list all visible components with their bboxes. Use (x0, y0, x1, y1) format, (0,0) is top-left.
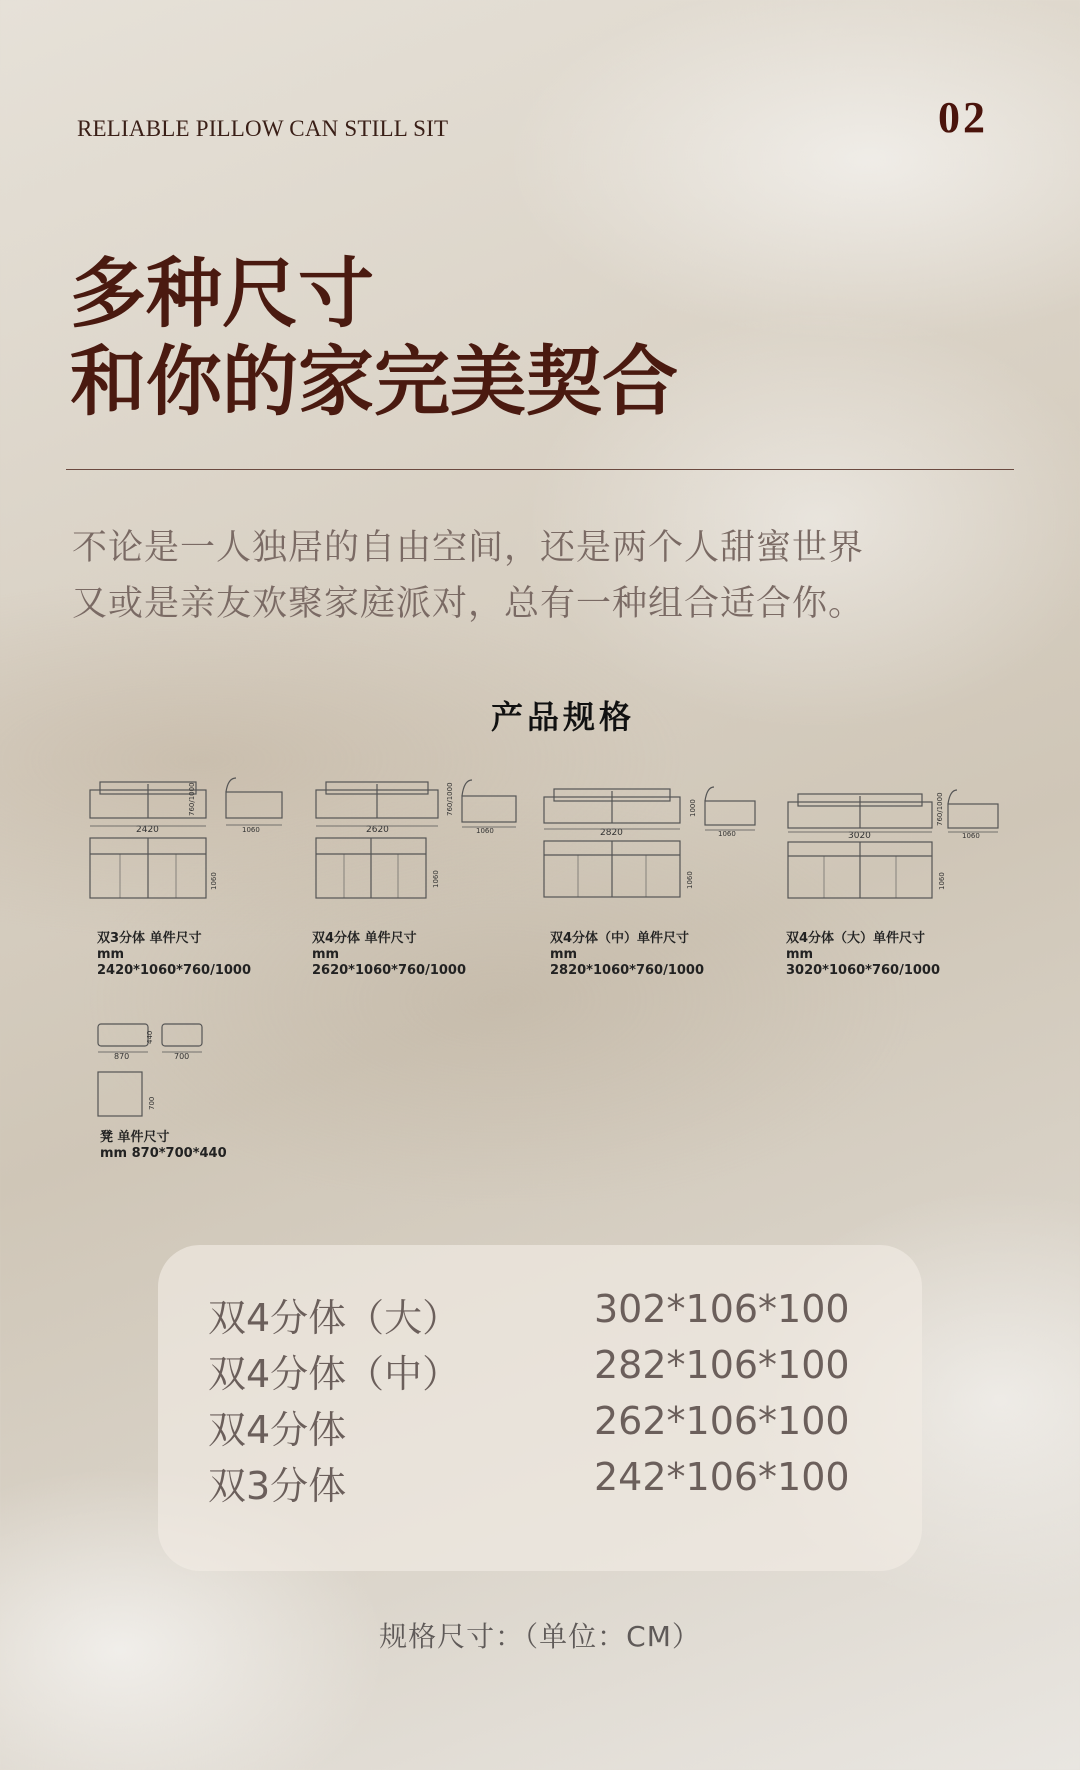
sofa-caption-3-seat (97, 931, 327, 979)
stool-width-label: 870 (114, 1052, 130, 1061)
caption-line-3: 3020*1060*760/1000 (786, 963, 941, 978)
caption-line-2: mm (786, 947, 814, 962)
row-name: 双4分体（中） (208, 1352, 461, 1396)
page-number: 02 (938, 93, 988, 142)
depth-label: 1060 (938, 872, 946, 890)
caption-line-3: 2420*1060*760/1000 (97, 963, 252, 978)
caption-line-1: 双4分体（大）单件尺寸 (786, 931, 926, 946)
caption-line-1: 双4分体 单件尺寸 (312, 931, 417, 946)
row-name: 双4分体（大） (208, 1296, 461, 1340)
eyebrow-text: RELIABLE PILLOW CAN STILL SIT (77, 116, 449, 141)
table-row (208, 1287, 888, 1343)
headline (70, 250, 678, 426)
row-size: 302*106*100 (594, 1287, 850, 1331)
stool-depth-label: 700 (148, 1096, 156, 1110)
height-label: 1000 (689, 799, 697, 817)
intro-line-2: 又或是亲友欢聚家庭派对，总有一种组合适合你。 (72, 584, 865, 624)
stool-caption (100, 1130, 330, 1162)
width-label: 2620 (366, 825, 389, 835)
headline-line-2: 和你的家完美契合 (70, 337, 678, 426)
caption-line-1: 双4分体（中）单件尺寸 (550, 931, 690, 946)
caption-line-1: 双3分体 单件尺寸 (97, 931, 202, 946)
caption-line-2: mm (97, 947, 125, 962)
sofa-caption-4-seat-large (786, 931, 1016, 979)
row-name: 双3分体 (208, 1464, 347, 1508)
height-label: 760/1000 (188, 782, 196, 816)
width-label: 2420 (136, 825, 159, 835)
caption-line-2: mm (550, 947, 578, 962)
depth-label: 1060 (686, 871, 694, 889)
height-label: 760/1000 (936, 792, 944, 826)
stool-diagram (96, 1020, 216, 1135)
caption-line-3: 2820*1060*760/1000 (550, 963, 705, 978)
sofa-caption-4-seat (312, 931, 542, 979)
sofa-caption-4-seat-medium (550, 931, 780, 979)
headline-line-1: 多种尺寸 (70, 249, 374, 338)
row-name: 双4分体 (208, 1408, 347, 1452)
table-row (208, 1343, 888, 1399)
width-label: 3020 (848, 831, 871, 841)
caption-line-2: mm (312, 947, 340, 962)
table-row (208, 1399, 888, 1455)
sofa-diagram-4-seat-medium (540, 775, 750, 920)
side-label: 1060 (242, 826, 260, 834)
caption-line-2: mm 870*700*440 (100, 1146, 227, 1161)
size-table-card (158, 1245, 922, 1571)
caption-line-3: 2620*1060*760/1000 (312, 963, 467, 978)
intro-line-1: 不论是一人独居的自由空间，还是两个人甜蜜世界 (72, 528, 865, 568)
width-label: 2820 (600, 828, 623, 838)
side-label: 1060 (718, 830, 736, 838)
side-label: 1060 (962, 832, 980, 840)
sofa-diagram-3-seat (86, 770, 296, 915)
sofa-diagram-4-seat-large (784, 780, 994, 925)
height-label: 760/1000 (446, 782, 454, 816)
spec-section-title: 产品规格 (490, 698, 635, 736)
divider (66, 469, 1014, 470)
stool-height-label: 440 (146, 1030, 154, 1044)
intro-paragraph (72, 520, 864, 632)
sofa-diagram-4-seat (312, 770, 522, 915)
row-size: 282*106*100 (594, 1343, 850, 1387)
depth-label: 1060 (432, 870, 440, 888)
row-size: 242*106*100 (594, 1455, 850, 1499)
unit-note: 规格尺寸：（单位：CM） (379, 1620, 701, 1653)
stool-side-label: 700 (174, 1052, 190, 1061)
table-row (208, 1455, 888, 1511)
row-size: 262*106*100 (594, 1399, 850, 1443)
caption-line-1: 凳 单件尺寸 (100, 1130, 170, 1145)
depth-label: 1060 (210, 872, 218, 890)
side-label: 1060 (476, 827, 494, 835)
